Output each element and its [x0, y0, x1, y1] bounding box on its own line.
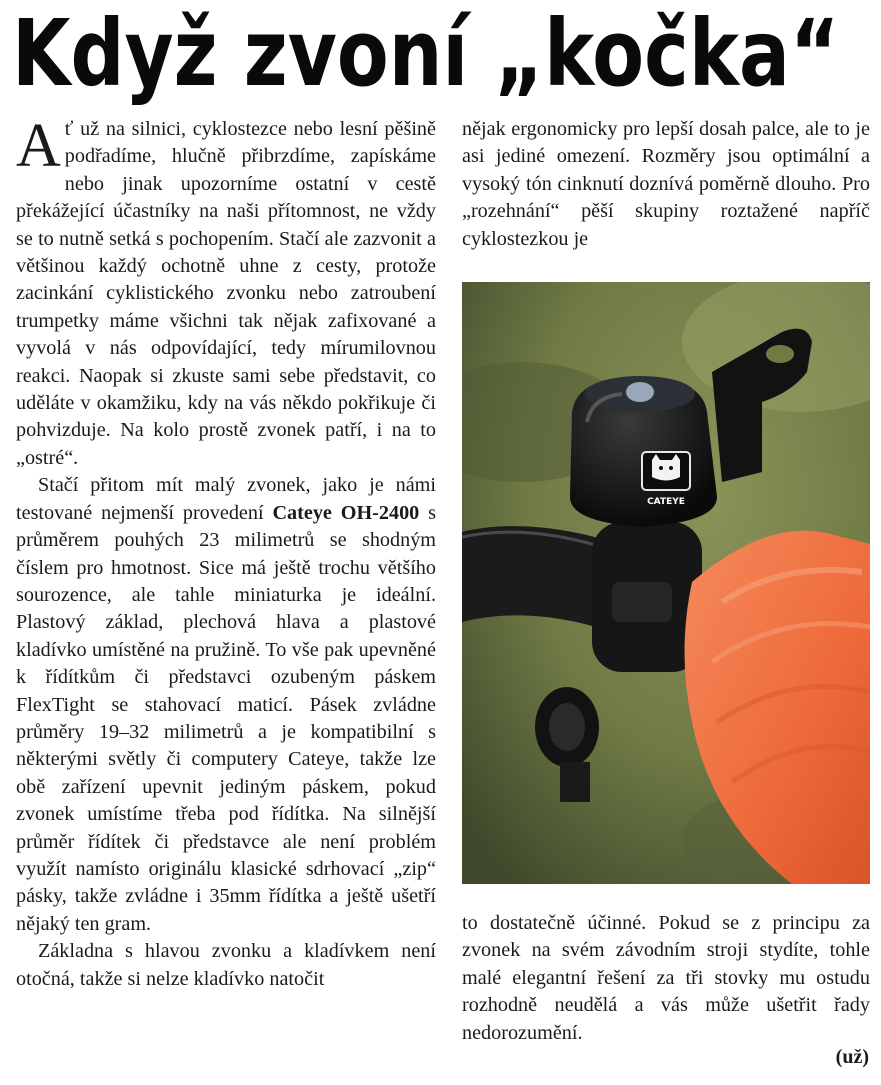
bell-brand-text: CATEYE — [647, 497, 685, 507]
drop-cap: A — [16, 112, 61, 180]
bike-bell-photo — [462, 282, 870, 884]
paragraph-3: Základna s hlavou zvonku a kladívkem není otočná, takže si nelze kladívko natočit — [16, 940, 436, 990]
product-photo — [462, 282, 870, 884]
paragraph-final: to dostatečně účinné. Pokud se z principu za zvonek na svém závodním stroji stydíte, tohle malé elegantní řešení za tři stovky mu ostudu rozhodně neudělá a vás může ušetřit řady nedorozumění. — [462, 912, 870, 1044]
product-name: Cateye OH-2400 — [272, 501, 420, 524]
article-headline: Když zvoní „kočka“ — [12, 0, 840, 107]
paragraph-continued: nějak ergonomicky pro lepší dosah palce, ale to je asi jediné omezení. Rozměry jsou optimální a vysoký tón cinknutí doznívá poměrně dlouho. Pro „rozehnání“ pěší skupiny roztažené napříč cyklostezkou je — [462, 118, 870, 250]
paragraph-2 — [16, 472, 436, 938]
article-column-right-bottom — [462, 910, 870, 1047]
author-byline: (už) — [835, 1046, 869, 1068]
paragraph-2-start: Stačí přitom mít malý zvonek, jako je námi testované nejmenší provedení — [16, 474, 436, 524]
paragraph-1 — [16, 112, 436, 472]
paragraph-2-rest: s průměrem pouhých 23 milimetrů se shodným číslem pro hmotnost. Sice má ještě trochu většího sourozence, ale tahle miniaturka je ideální. Plastový základ, plechová hlava a plastové kladívko umístěné na pružině. To vše pak upevněné k řídítkům či představci ozubeným páskem FlexTight se stahovací maticí. Pásek zvládne průměry 19–32 milimetrů a je kompatibilní s některými světly či computery Cateye, takže lze obě zařízení upevnit jediným páskem, pokud zvonek umístíme třeba pod řídítka. Na silnější průměr řídítek či představce ale není problém využít namísto originálu klasické sdrhovací „zip“ pásky, takže zvládne i 35mm řídítka a ještě ušetří nějaký ten gram. — [16, 501, 436, 935]
article-column-right-top — [462, 116, 870, 253]
article-column-left — [16, 112, 436, 993]
paragraph-1-text: ť už na silnici, cyklostezce nebo lesní pěšině podřadíme, hlučně přibrzdíme, zapískáme nebo jinak upozorníme ostatní v cestě překážející účastníky na naši přítomnost, ne vždy se to nutně setká s pochopením. Stačí ale zazvonit a většinou každý ochotně uhne z cesty, protože zacinkání cyklistického zvonku nebo zatroubení trumpetky máme všichni tak nějak zafixované a vyvolá v nás odpovídající, tedy mírumilovnou reakci. Naopak si zkuste sami sebe představit, co uděláte v okamžiku, kdy na vás někdo pokřikuje či pohvizduje. Na kolo prostě zvonek patří, i na to „ostré“. — [16, 118, 436, 469]
